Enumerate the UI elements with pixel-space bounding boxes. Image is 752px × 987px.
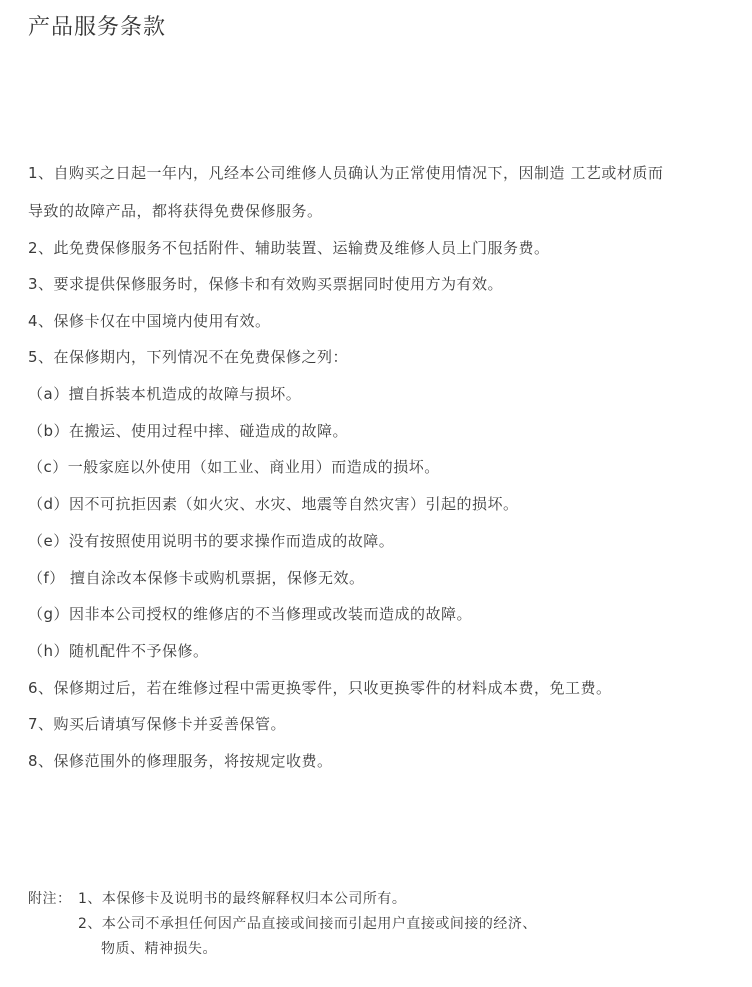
clause-line: 2、此免费保修服务不包括附件、辅助装置、运输费及维修人员上门服务费。 xyxy=(28,239,550,257)
clause-subitem: （h）随机配件不予保修。 xyxy=(28,642,209,660)
clause-line: 4、保修卡仅在中国境内使用有效。 xyxy=(28,312,271,330)
clause-line: 5、在保修期内，下列情况不在免费保修之列： xyxy=(28,348,349,366)
clause-line: 导致的故障产品，都将获得免费保修服务。 xyxy=(28,202,323,220)
clause-subitem: （b）在搬运、使用过程中摔、碰造成的故障。 xyxy=(28,422,349,440)
clause-subitem: （c）一般家庭以外使用（如工业、商业用）而造成的损坏。 xyxy=(28,458,440,476)
note-item: 物质、精神损失。 xyxy=(101,941,217,957)
clause-line: 6、保修期过后，若在维修过程中需更换零件，只收更换零件的材料成本费，免工费。 xyxy=(28,679,612,697)
note-item: 1、本保修卡及说明书的最终解释权归本公司所有。 xyxy=(78,891,407,907)
notes-label: 附注： xyxy=(28,891,72,907)
clause-subitem: （e）没有按照使用说明书的要求操作而造成的故障。 xyxy=(28,532,395,550)
note-item: 2、本公司不承担任何因产品直接或间接而引起用户直接或间接的经济、 xyxy=(78,916,537,932)
clause-subitem: （a）擅自拆装本机造成的故障与损坏。 xyxy=(28,385,302,403)
clause-subitem: （g）因非本公司授权的维修店的不当修理或改装而造成的故障。 xyxy=(28,605,473,623)
clause-line: 8、保修范围外的修理服务，将按规定收费。 xyxy=(28,752,333,770)
clause-line: 7、购买后请填写保修卡并妥善保管。 xyxy=(28,715,287,733)
clause-line: 3、要求提供保修服务时，保修卡和有效购买票据同时使用方为有效。 xyxy=(28,275,504,293)
clause-line: 1、自购买之日起一年内，凡经本公司维修人员确认为正常使用情况下，因制造 工艺或材质而 xyxy=(28,164,664,182)
clause-subitem: （d）因不可抗拒因素（如火灾、水灾、地震等自然灾害）引起的损坏。 xyxy=(28,495,519,513)
page-title: 产品服务条款 xyxy=(28,15,167,40)
clause-subitem: （f） 擅自涂改本保修卡或购机票据，保修无效。 xyxy=(28,569,365,587)
